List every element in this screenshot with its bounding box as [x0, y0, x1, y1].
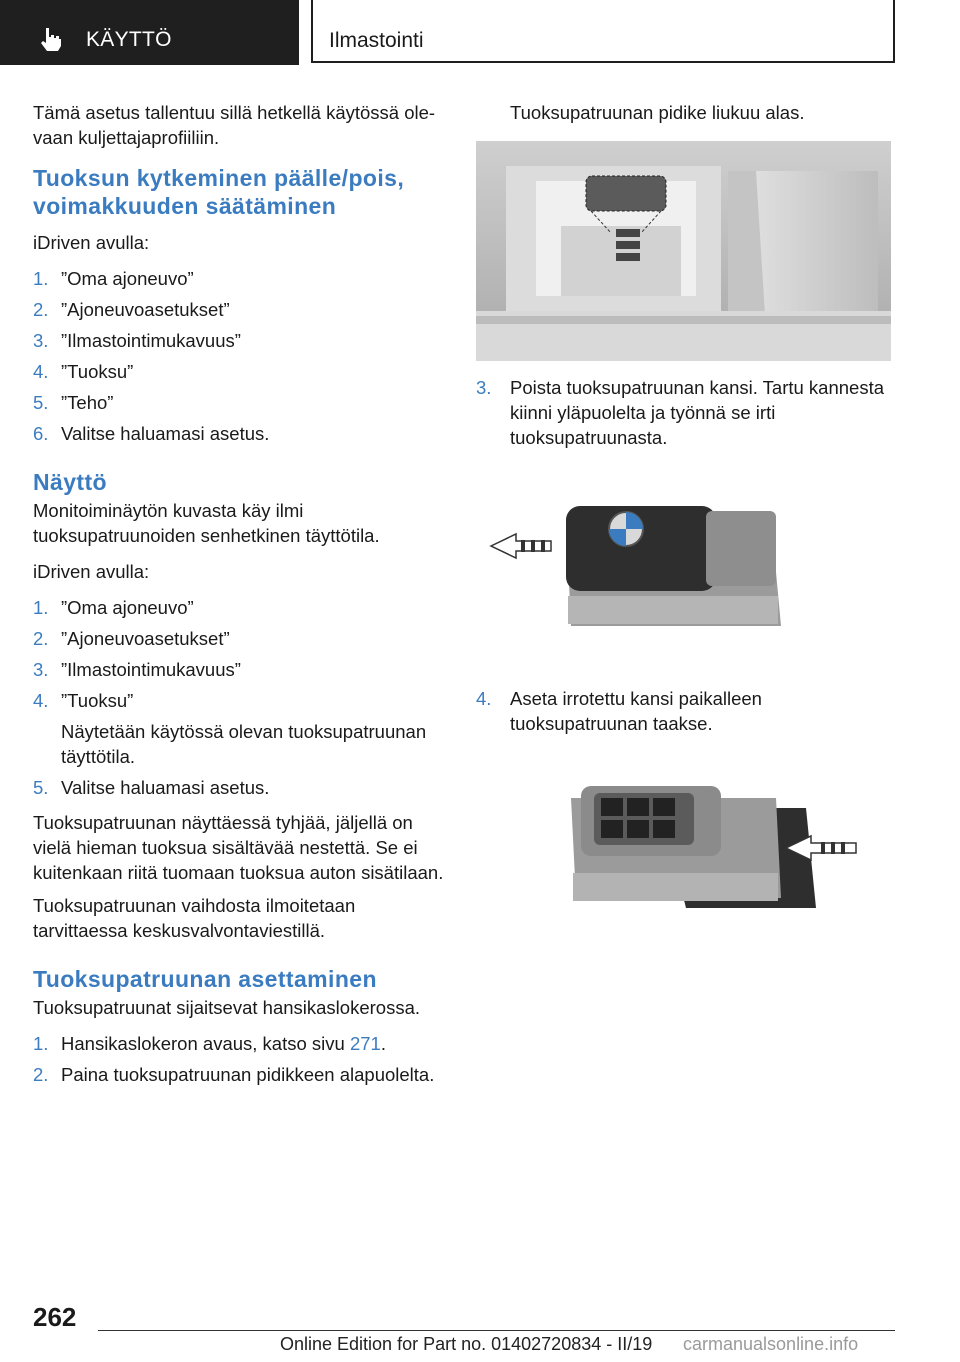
right-column [476, 100, 896, 942]
list-item: 3. ”Ilmastointimukavuus” [33, 659, 241, 680]
steps-list-2 [33, 595, 445, 800]
steps-list-1 [33, 266, 445, 446]
list-item: 2. ”Ajoneuvoasetukset” [33, 628, 230, 649]
intro-text: Tämä asetus tallentuu sillä hetkellä käytössä ole- vaan kuljettajaprofiiliin. [33, 102, 436, 148]
replace-info-text: Tuoksupatruunan vaihdosta ilmoitetaan tarvittaessa keskusvalvontaviestillä. [33, 895, 356, 941]
footer-divider [98, 1330, 895, 1331]
steps-list-right-3 [476, 375, 896, 450]
list-item: 4. Aseta irrotettu kansi paikalleen tuoksupatruunan taakse. [476, 688, 762, 734]
idrive-label: iDriven avulla: [33, 561, 150, 582]
glovebox-photo [476, 141, 891, 361]
display-text: Monitoiminäytön kuvasta käy ilmi tuoksupatruunoiden senhetkinen täyttötila. [33, 500, 380, 546]
list-item: 2. Paina tuoksupatruunan pidikkeen alapuolelta. [33, 1064, 435, 1085]
list-item: 5. Valitse haluamasi asetus. [33, 777, 270, 798]
list-item: 4. ”Tuoksu” [33, 361, 134, 382]
list-item: 3. ”Ilmastointimukavuus” [33, 330, 241, 351]
edition-text: Online Edition for Part no. 01402720834 - II/19 [280, 1334, 653, 1354]
list-item: 6. Valitse haluamasi asetus. [33, 423, 270, 444]
section-title: KÄYTTÖ [86, 28, 172, 51]
topic-title: Ilmastointi [329, 29, 424, 52]
list-item: 1. ”Oma ajoneuvo” [33, 268, 194, 289]
steps-list-right-4 [476, 686, 896, 736]
list-item: 3. Poista tuoksupatruunan kansi. Tartu kannesta kiinni yläpuolelta ja työnnä se irti tuoksupatruunasta. [476, 377, 885, 448]
heading-insert-cartridge: Tuoksupatruunan asettaminen [33, 966, 377, 992]
cover-removal-illustration [476, 496, 891, 646]
slide-text: Tuoksupatruunan pidike liukuu alas. [510, 102, 805, 123]
cover-attach-illustration [476, 778, 891, 928]
steps-list-3 [33, 1031, 445, 1087]
list-item: 2. ”Ajoneuvoasetukset” [33, 299, 230, 320]
heading-display: Näyttö [33, 469, 107, 495]
list-item: 1. Hansikaslokeron avaus, katso sivu 271. [33, 1033, 386, 1054]
list-item: 5. ”Teho” [33, 392, 114, 413]
topic-header [311, 0, 895, 63]
heading-scent-toggle: Tuoksun kytkeminen päälle/pois, voimakkuuden säätäminen [33, 165, 405, 219]
page-number: 262 [33, 1302, 77, 1332]
page-link[interactable]: 271 [349, 1033, 381, 1054]
list-item: 1. ”Oma ajoneuvo” [33, 597, 194, 618]
hand-pointer-icon [38, 26, 64, 52]
section-header [0, 0, 299, 65]
left-column [33, 100, 445, 1097]
empty-info-text: Tuoksupatruunan näyttäessä tyhjää, jäljellä on vielä hieman tuoksua sisältävää nestettä. Se ei kuitenkaan riitä tuomaan tuoksua auton sisätilaan. [33, 812, 444, 883]
idrive-label: iDriven avulla: [33, 232, 150, 253]
list-item: 4. ”Tuoksu” Näytetään käytössä olevan tuoksupatruunan täyttötila. [33, 690, 427, 767]
watermark-text: carmanualsonline.info [683, 1334, 859, 1354]
location-text: Tuoksupatruunat sijaitsevat hansikaslokerossa. [33, 997, 420, 1018]
